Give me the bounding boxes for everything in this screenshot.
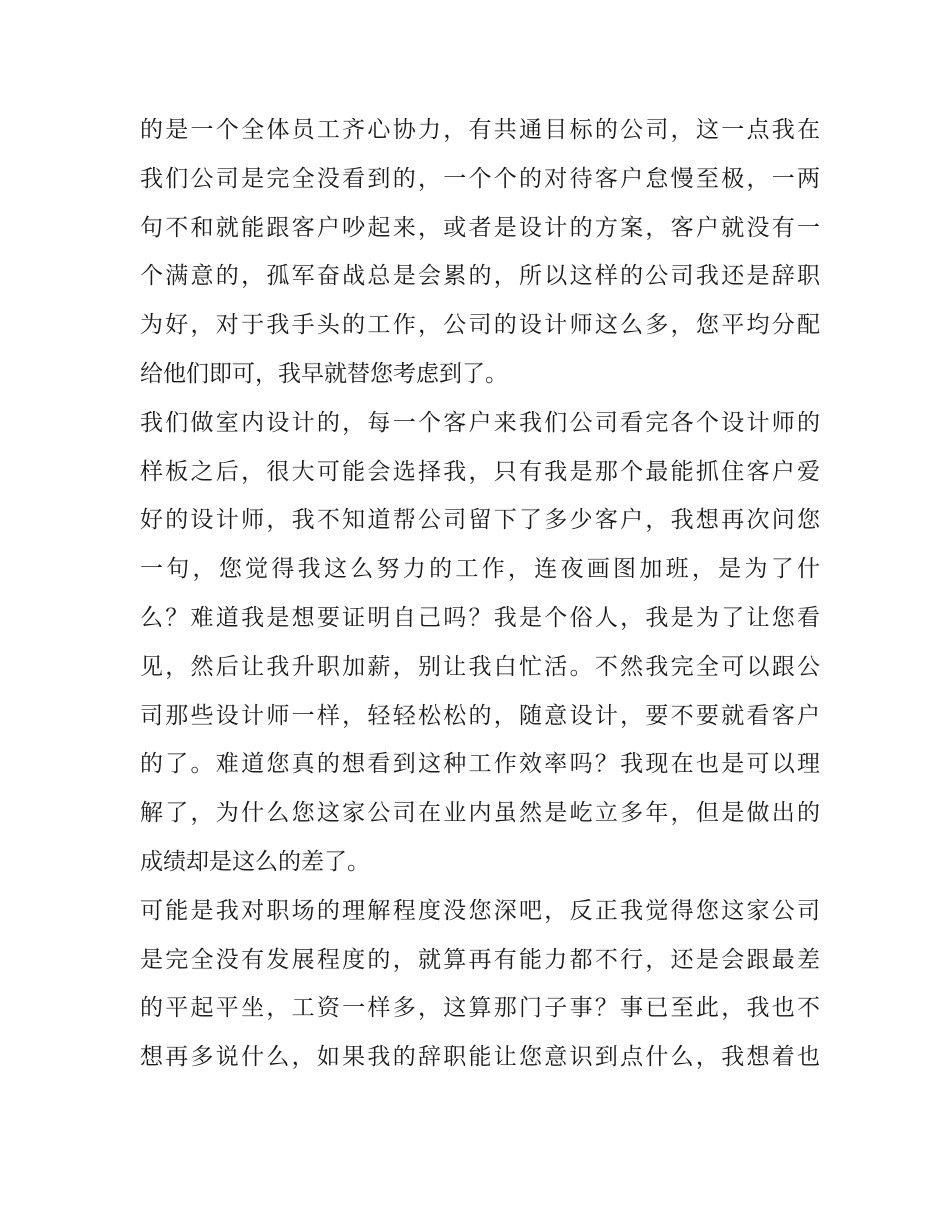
text-line: 为好，对于我手头的工作，公司的设计师这么多，您平均分配 — [140, 312, 820, 339]
text-line: 的了。难道您真的想看到这种工作效率吗？我现在也是可以理 — [140, 751, 820, 778]
text-line: 想再多说什么，如果我的辞职能让您意识到点什么，我想着也 — [140, 1044, 820, 1071]
text-line: 见，然后让我升职加薪，别让我白忙活。不然我完全可以跟公 — [140, 653, 820, 680]
text-line: 是完全没有发展程度的，就算再有能力都不行，还是会跟最差 — [140, 946, 820, 973]
text-line: 一句，您觉得我这么努力的工作，连夜画图加班，是为了什 — [140, 556, 820, 583]
text-line: 好的设计师，我不知道帮公司留下了多少客户，我想再次问您 — [140, 507, 820, 534]
text-line: 么？难道我是想要证明自己吗？我是个俗人，我是为了让您看 — [140, 604, 820, 631]
text-line: 句不和就能跟客户吵起来，或者是设计的方案，客户就没有一 — [140, 214, 820, 241]
text-line: 样板之后，很大可能会选择我，只有我是那个最能抓住客户爱 — [140, 458, 820, 485]
body-text — [140, 106, 820, 1082]
text-line: 的平起平坐，工资一样多，这算那门子事？事已至此，我也不 — [140, 995, 820, 1022]
text-line: 的是一个全体员工齐心协力，有共通目标的公司，这一点我在 — [140, 117, 820, 143]
text-line: 解了，为什么您这家公司在业内虽然是屹立多年，但是做出的 — [140, 800, 820, 827]
text-line: 可能是我对职场的理解程度没您深吧，反正我觉得您这家公司 — [140, 897, 820, 924]
text-line: 司那些设计师一样，轻轻松松的，随意设计，要不要就看客户 — [140, 702, 820, 729]
text-line: 我们做室内设计的，每一个客户来我们公司看完各个设计师的 — [140, 409, 820, 436]
text-line: 成绩却是这么的差了。 — [140, 848, 370, 875]
text-line: 给他们即可，我早就替您考虑到了。 — [140, 360, 508, 387]
text-line: 个满意的，孤军奋战总是会累的，所以这样的公司我还是辞职 — [140, 263, 820, 290]
text-line: 我们公司是完全没看到的，一个个的对待客户怠慢至极，一两 — [140, 165, 820, 192]
